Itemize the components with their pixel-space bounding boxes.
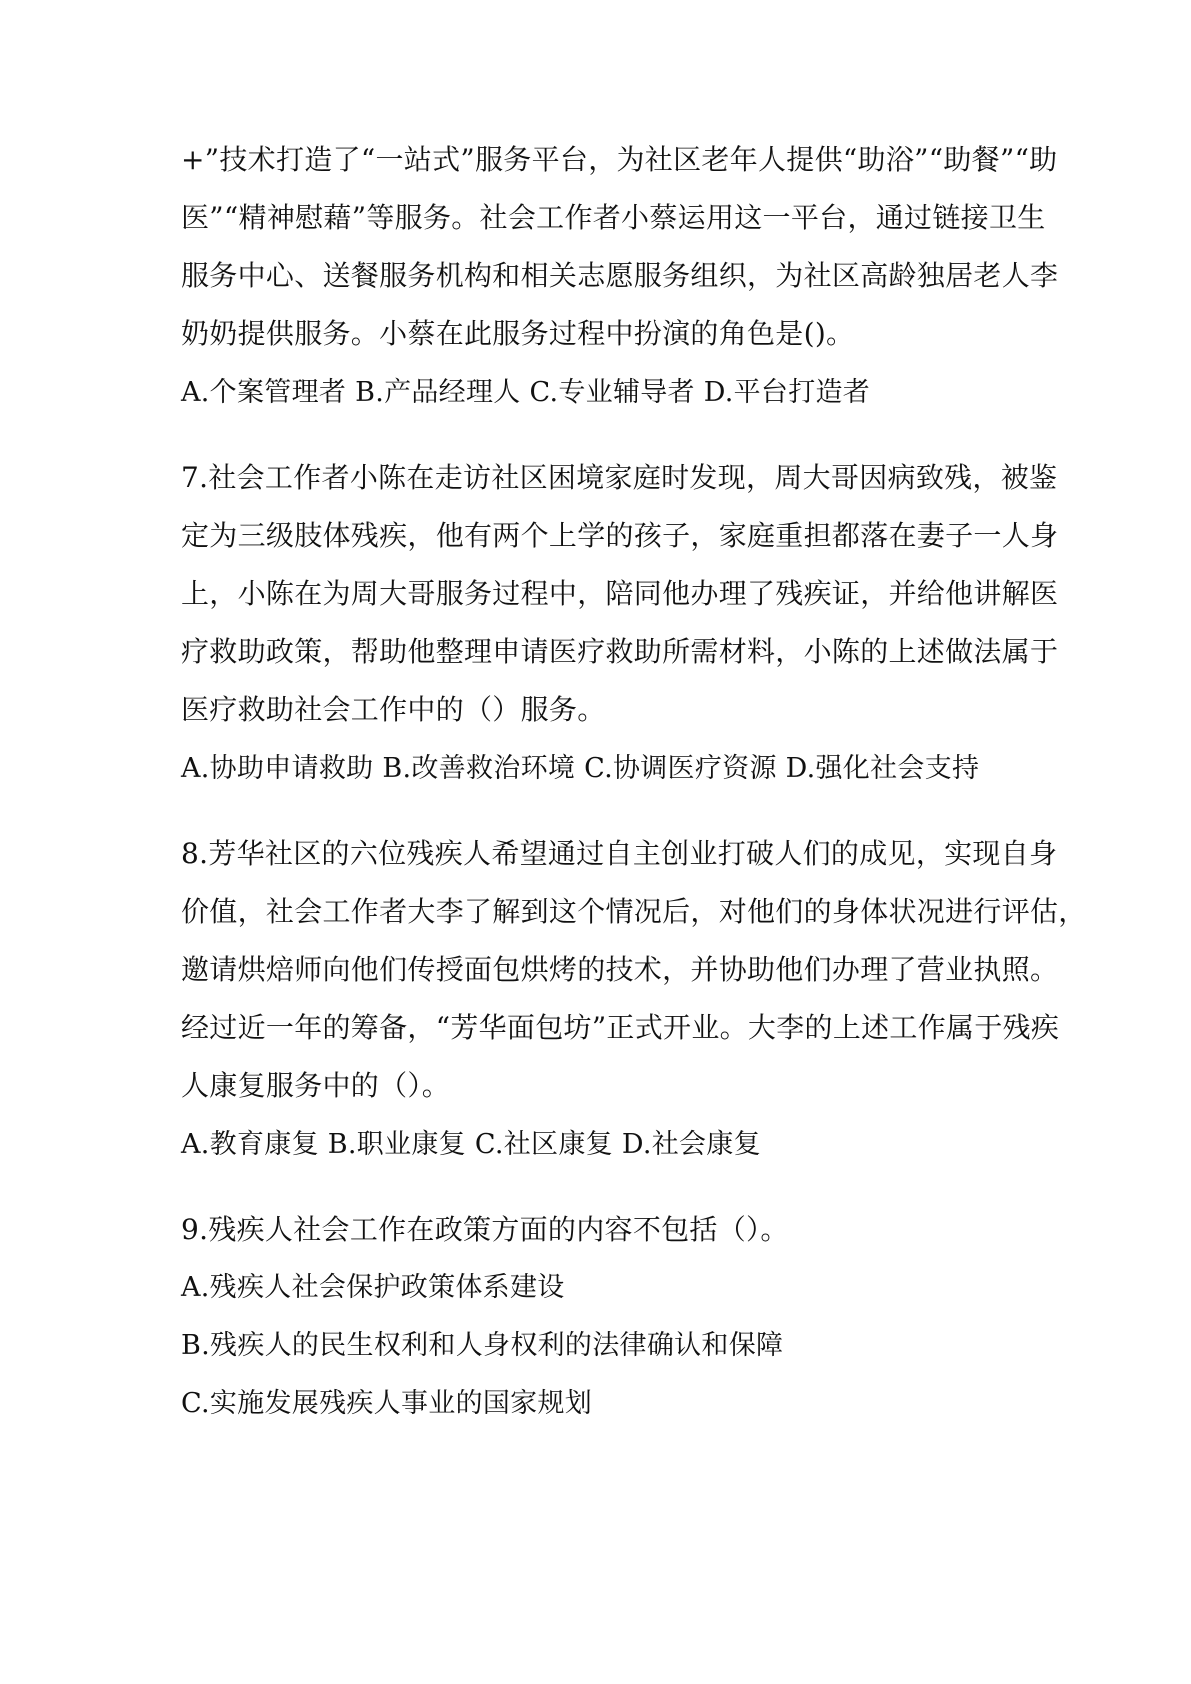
q7-stem-line-3: 上，小陈在为周大哥服务过程中，陪同他办理了残疾证，并给他讲解医 bbox=[181, 577, 1059, 610]
q9-stem-line-1: 9.残疾人社会工作在政策方面的内容不包括（）。 bbox=[181, 1213, 789, 1246]
q6-stem-line-3: 服务中心、送餐服务机构和相关志愿服务组织，为社区高龄独居老人李 bbox=[181, 259, 1059, 292]
q9-option-a: A.残疾人社会保护政策体系建设 bbox=[181, 1272, 565, 1303]
q7-stem-line-2: 定为三级肢体残疾，他有两个上学的孩子，家庭重担都落在妻子一人身 bbox=[181, 519, 1059, 552]
q8-stem-line-5: 人康复服务中的（）。 bbox=[181, 1069, 451, 1102]
q7-stem-line-5: 医疗救助社会工作中的（）服务。 bbox=[181, 693, 606, 726]
q6-stem-line-4: 奶奶提供服务。小蔡在此服务过程中扮演的角色是()。 bbox=[181, 317, 855, 350]
q8-stem-line-4: 经过近一年的筹备，“芳华面包坊”正式开业。大李的上述工作属于残疾 bbox=[181, 1011, 1060, 1044]
q8-options: A.教育康复 B.职业康复 C.社区康复 D.社会康复 bbox=[181, 1129, 761, 1160]
q8-stem-line-1: 8.芳华社区的六位残疾人希望通过自主创业打破人们的成见，实现自身 bbox=[181, 837, 1058, 870]
q6-options: A.个案管理者 B.产品经理人 C.专业辅导者 D.平台打造者 bbox=[181, 377, 871, 408]
q7-stem-line-4: 疗救助政策，帮助他整理申请医疗救助所需材料，小陈的上述做法属于 bbox=[181, 635, 1059, 668]
q9-option-b: B.残疾人的民生权利和人身权利的法律确认和保障 bbox=[181, 1330, 784, 1361]
q8-stem-line-3: 邀请烘焙师向他们传授面包烘烤的技术，并协助他们办理了营业执照。 bbox=[181, 953, 1059, 986]
q8-stem-line-2: 价值，社会工作者大李了解到这个情况后，对他们的身体状况进行评估， bbox=[181, 895, 1087, 928]
q7-stem-line-1: 7.社会工作者小陈在走访社区困境家庭时发现，周大哥因病致残，被鉴 bbox=[181, 461, 1058, 494]
q7-options: A.协助申请救助 B.改善救治环境 C.协调医疗资源 D.强化社会支持 bbox=[181, 753, 980, 784]
q6-stem-line-2: 医”“精神慰藉”等服务。社会工作者小蔡运用这一平台，通过链接卫生 bbox=[181, 201, 1046, 234]
q6-stem-line-1: +”技术打造了“一站式”服务平台，为社区老年人提供“助浴”“助餐”“助 bbox=[181, 143, 1058, 176]
q9-option-c: C.实施发展残疾人事业的国家规划 bbox=[181, 1388, 593, 1419]
